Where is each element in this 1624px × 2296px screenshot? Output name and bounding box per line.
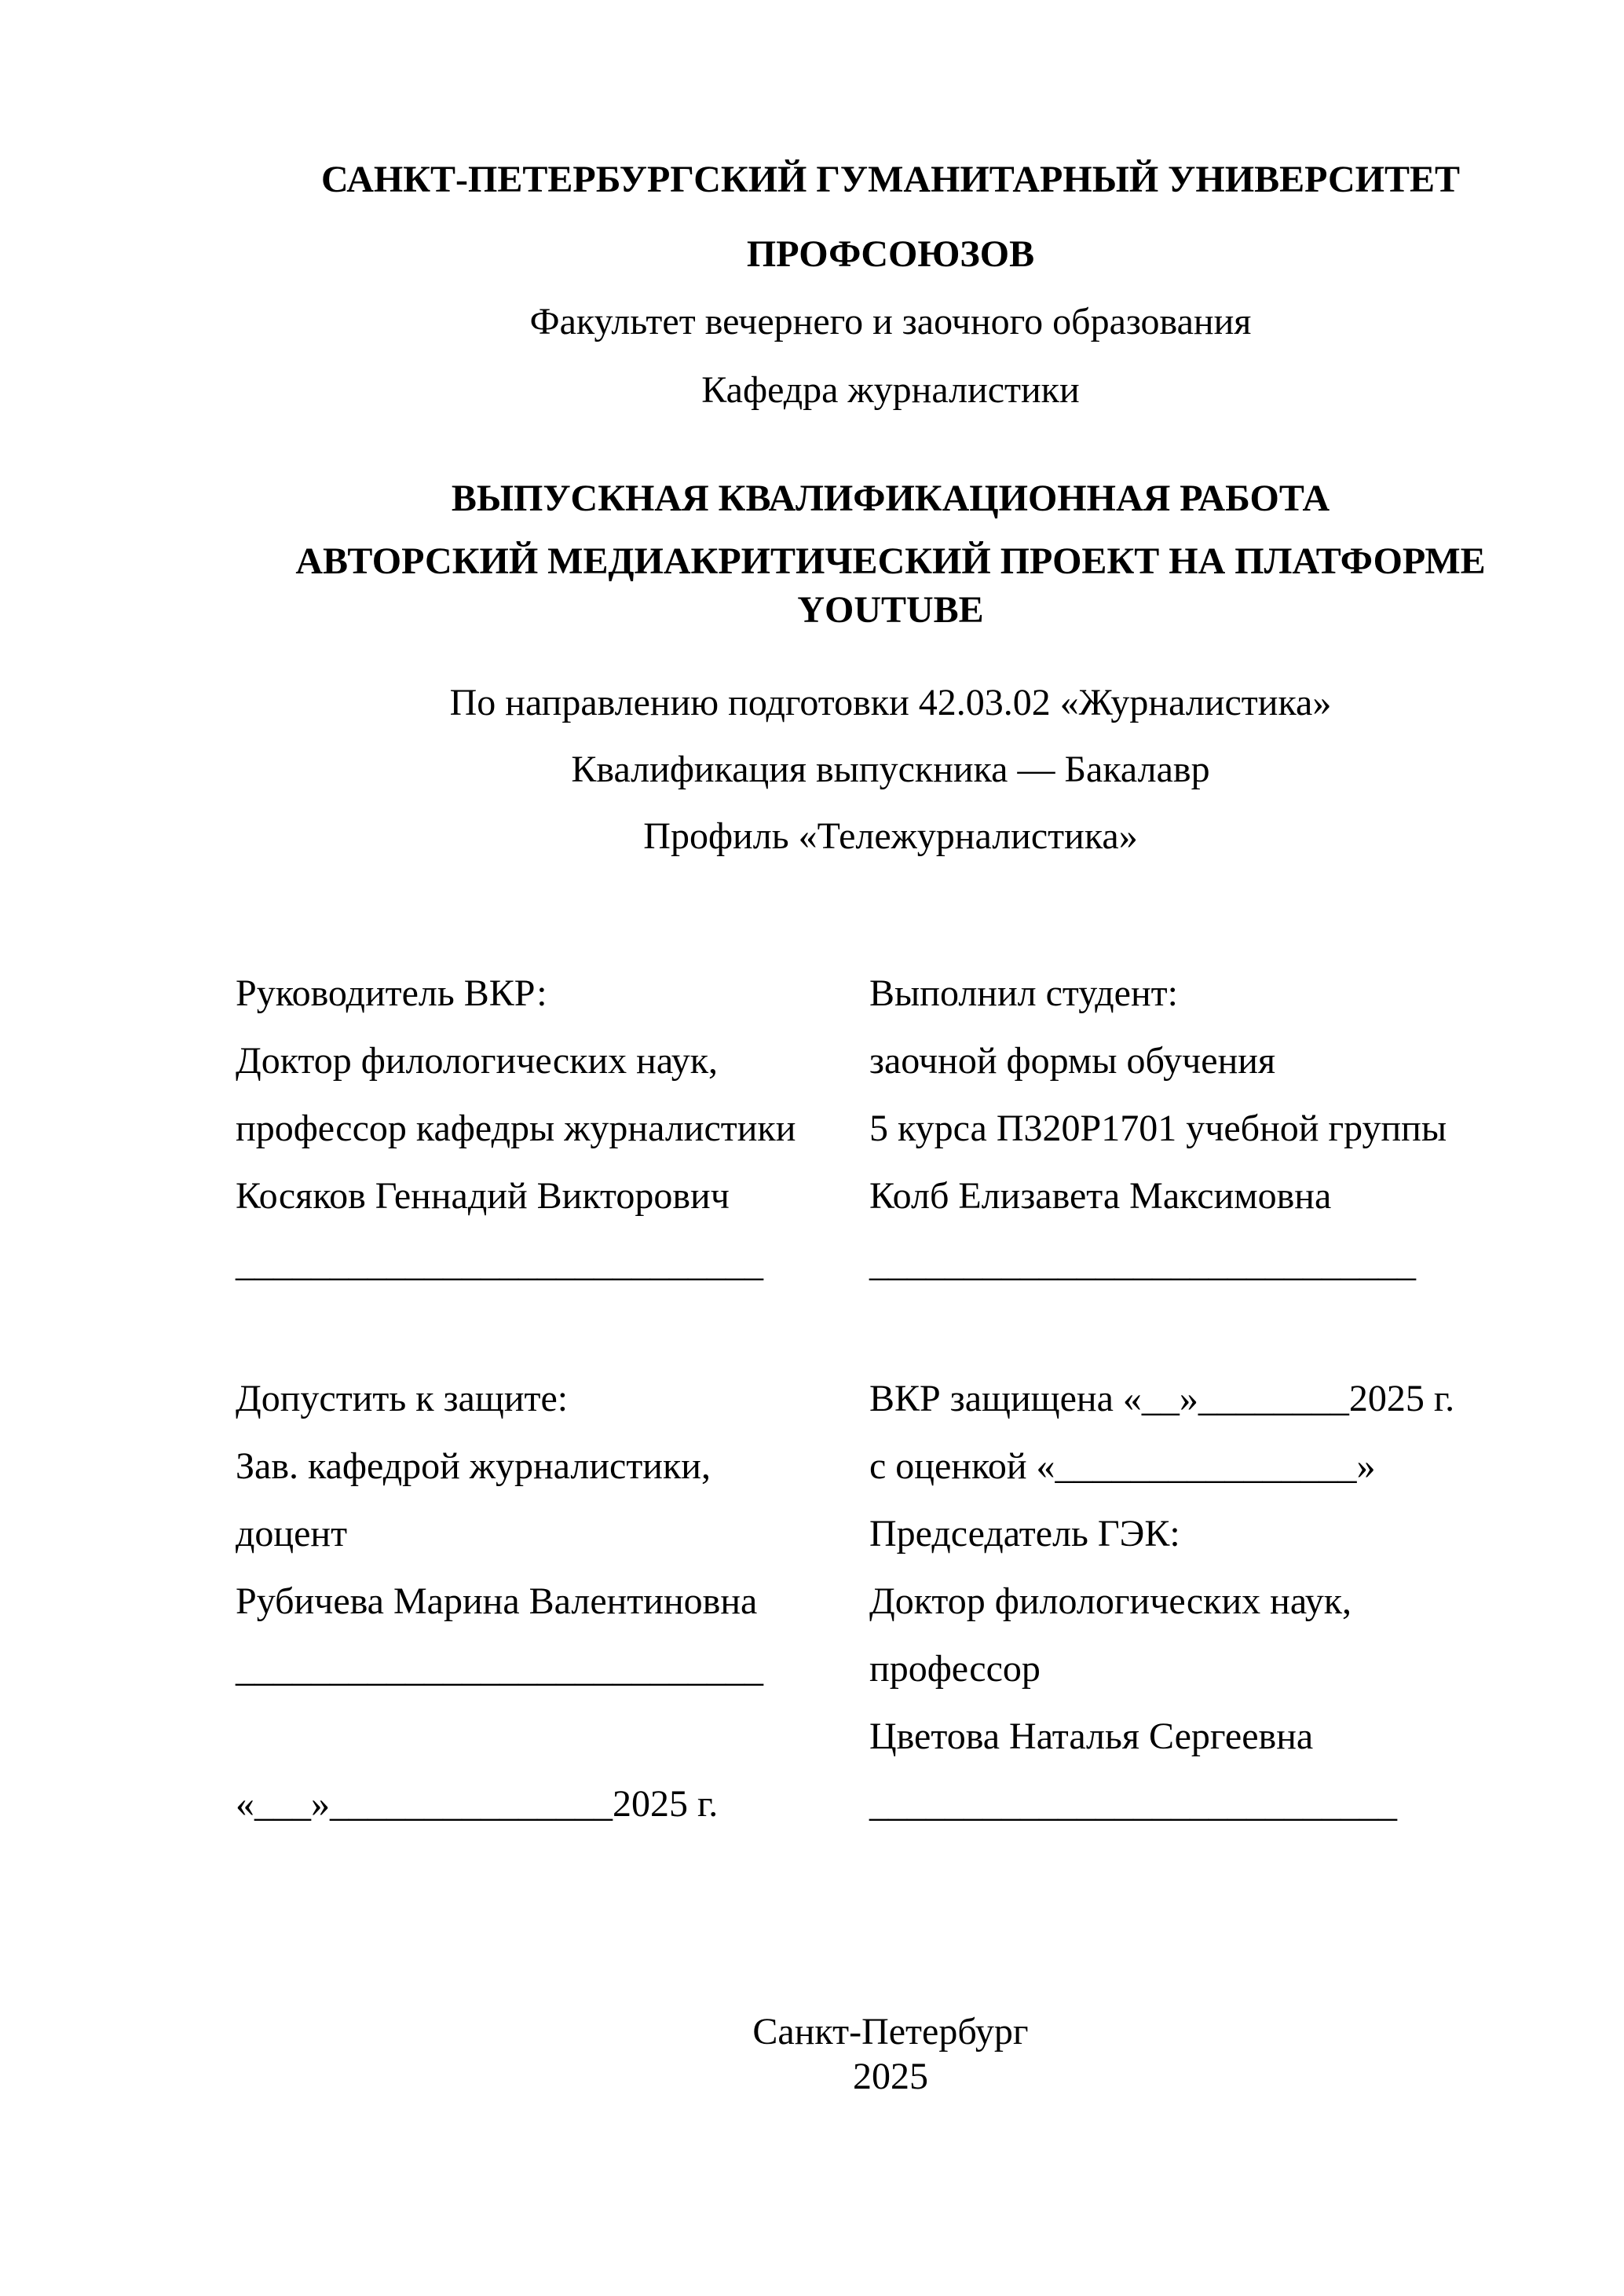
spacer — [236, 1703, 856, 1771]
university-name-line1: САНКТ-ПЕТЕРБУРГСКИЙ ГУМАНИТАРНЫЙ УНИВЕРСИТЕТ — [320, 159, 1461, 200]
right-column — [869, 960, 1545, 1838]
profile: Профиль «Тележурналистика» — [643, 815, 1138, 857]
chair-signature-line: ____________________________ — [869, 1783, 1397, 1825]
department-name: Кафедра журналистики — [701, 369, 1080, 411]
student-label: Выполнил студент: — [869, 972, 1178, 1014]
admit-date-line: «___»_______________2025 г. — [236, 1783, 719, 1825]
university-name-line2: ПРОФСОЮЗОВ — [746, 233, 1035, 275]
admit-name: Рубичева Марина Валентиновна — [236, 1580, 758, 1622]
left-column — [236, 960, 856, 1838]
admit-position: Зав. кафедрой журналистики, — [236, 1445, 711, 1487]
supervisor-signature-line: ____________________________ — [236, 1243, 763, 1284]
student-study-form: заочной формы обучения — [869, 1040, 1276, 1082]
admit-signature-line: ____________________________ — [236, 1648, 763, 1690]
qualification: Квалификация выпускника — Бакалавр — [571, 749, 1210, 790]
admit-label: Допустить к защите: — [236, 1378, 569, 1419]
footer — [236, 2009, 1545, 2099]
supervisor-position: профессор кафедры журналистики — [236, 1108, 796, 1149]
study-direction: По направлению подготовки 42.03.02 «Журналистика» — [449, 682, 1332, 723]
year: 2025 — [853, 2056, 928, 2097]
student-signature-line: _____________________________ — [869, 1243, 1416, 1284]
grade-line: с оценкой «________________» — [869, 1445, 1376, 1487]
chair-degree: Доктор филологических наук, — [869, 1580, 1352, 1622]
work-title — [236, 537, 1545, 635]
chair-label: Председатель ГЭК: — [869, 1513, 1180, 1554]
admit-rank: доцент — [236, 1513, 348, 1554]
chair-rank: профессор — [869, 1648, 1041, 1690]
work-title-line2: YOUTUBE — [797, 589, 984, 631]
spacer — [869, 1298, 1545, 1365]
supervisor-label: Руководитель ВКР: — [236, 972, 547, 1014]
student-group: 5 курса П320Р1701 учебной группы — [869, 1108, 1447, 1149]
supervisor-degree: Доктор филологических наук, — [236, 1040, 719, 1082]
supervisor-name: Косяков Геннадий Викторович — [236, 1175, 730, 1217]
faculty-name: Факультет вечернего и заочного образования — [529, 301, 1252, 342]
work-type-heading: ВЫПУСКНАЯ КВАЛИФИКАЦИОННАЯ РАБОТА — [451, 478, 1330, 519]
work-title-line1: АВТОРСКИЙ МЕДИАКРИТИЧЕСКИЙ ПРОЕКТ НА ПЛАТФОРМЕ — [295, 540, 1486, 582]
spacer — [236, 1298, 856, 1365]
city: Санкт-Петербург — [752, 2011, 1029, 2052]
defended-date-line: ВКР защищена «__»________2025 г. — [869, 1378, 1455, 1419]
student-name: Колб Елизавета Максимовна — [869, 1175, 1332, 1217]
chair-name: Цветова Наталья Сергеевна — [869, 1716, 1314, 1757]
